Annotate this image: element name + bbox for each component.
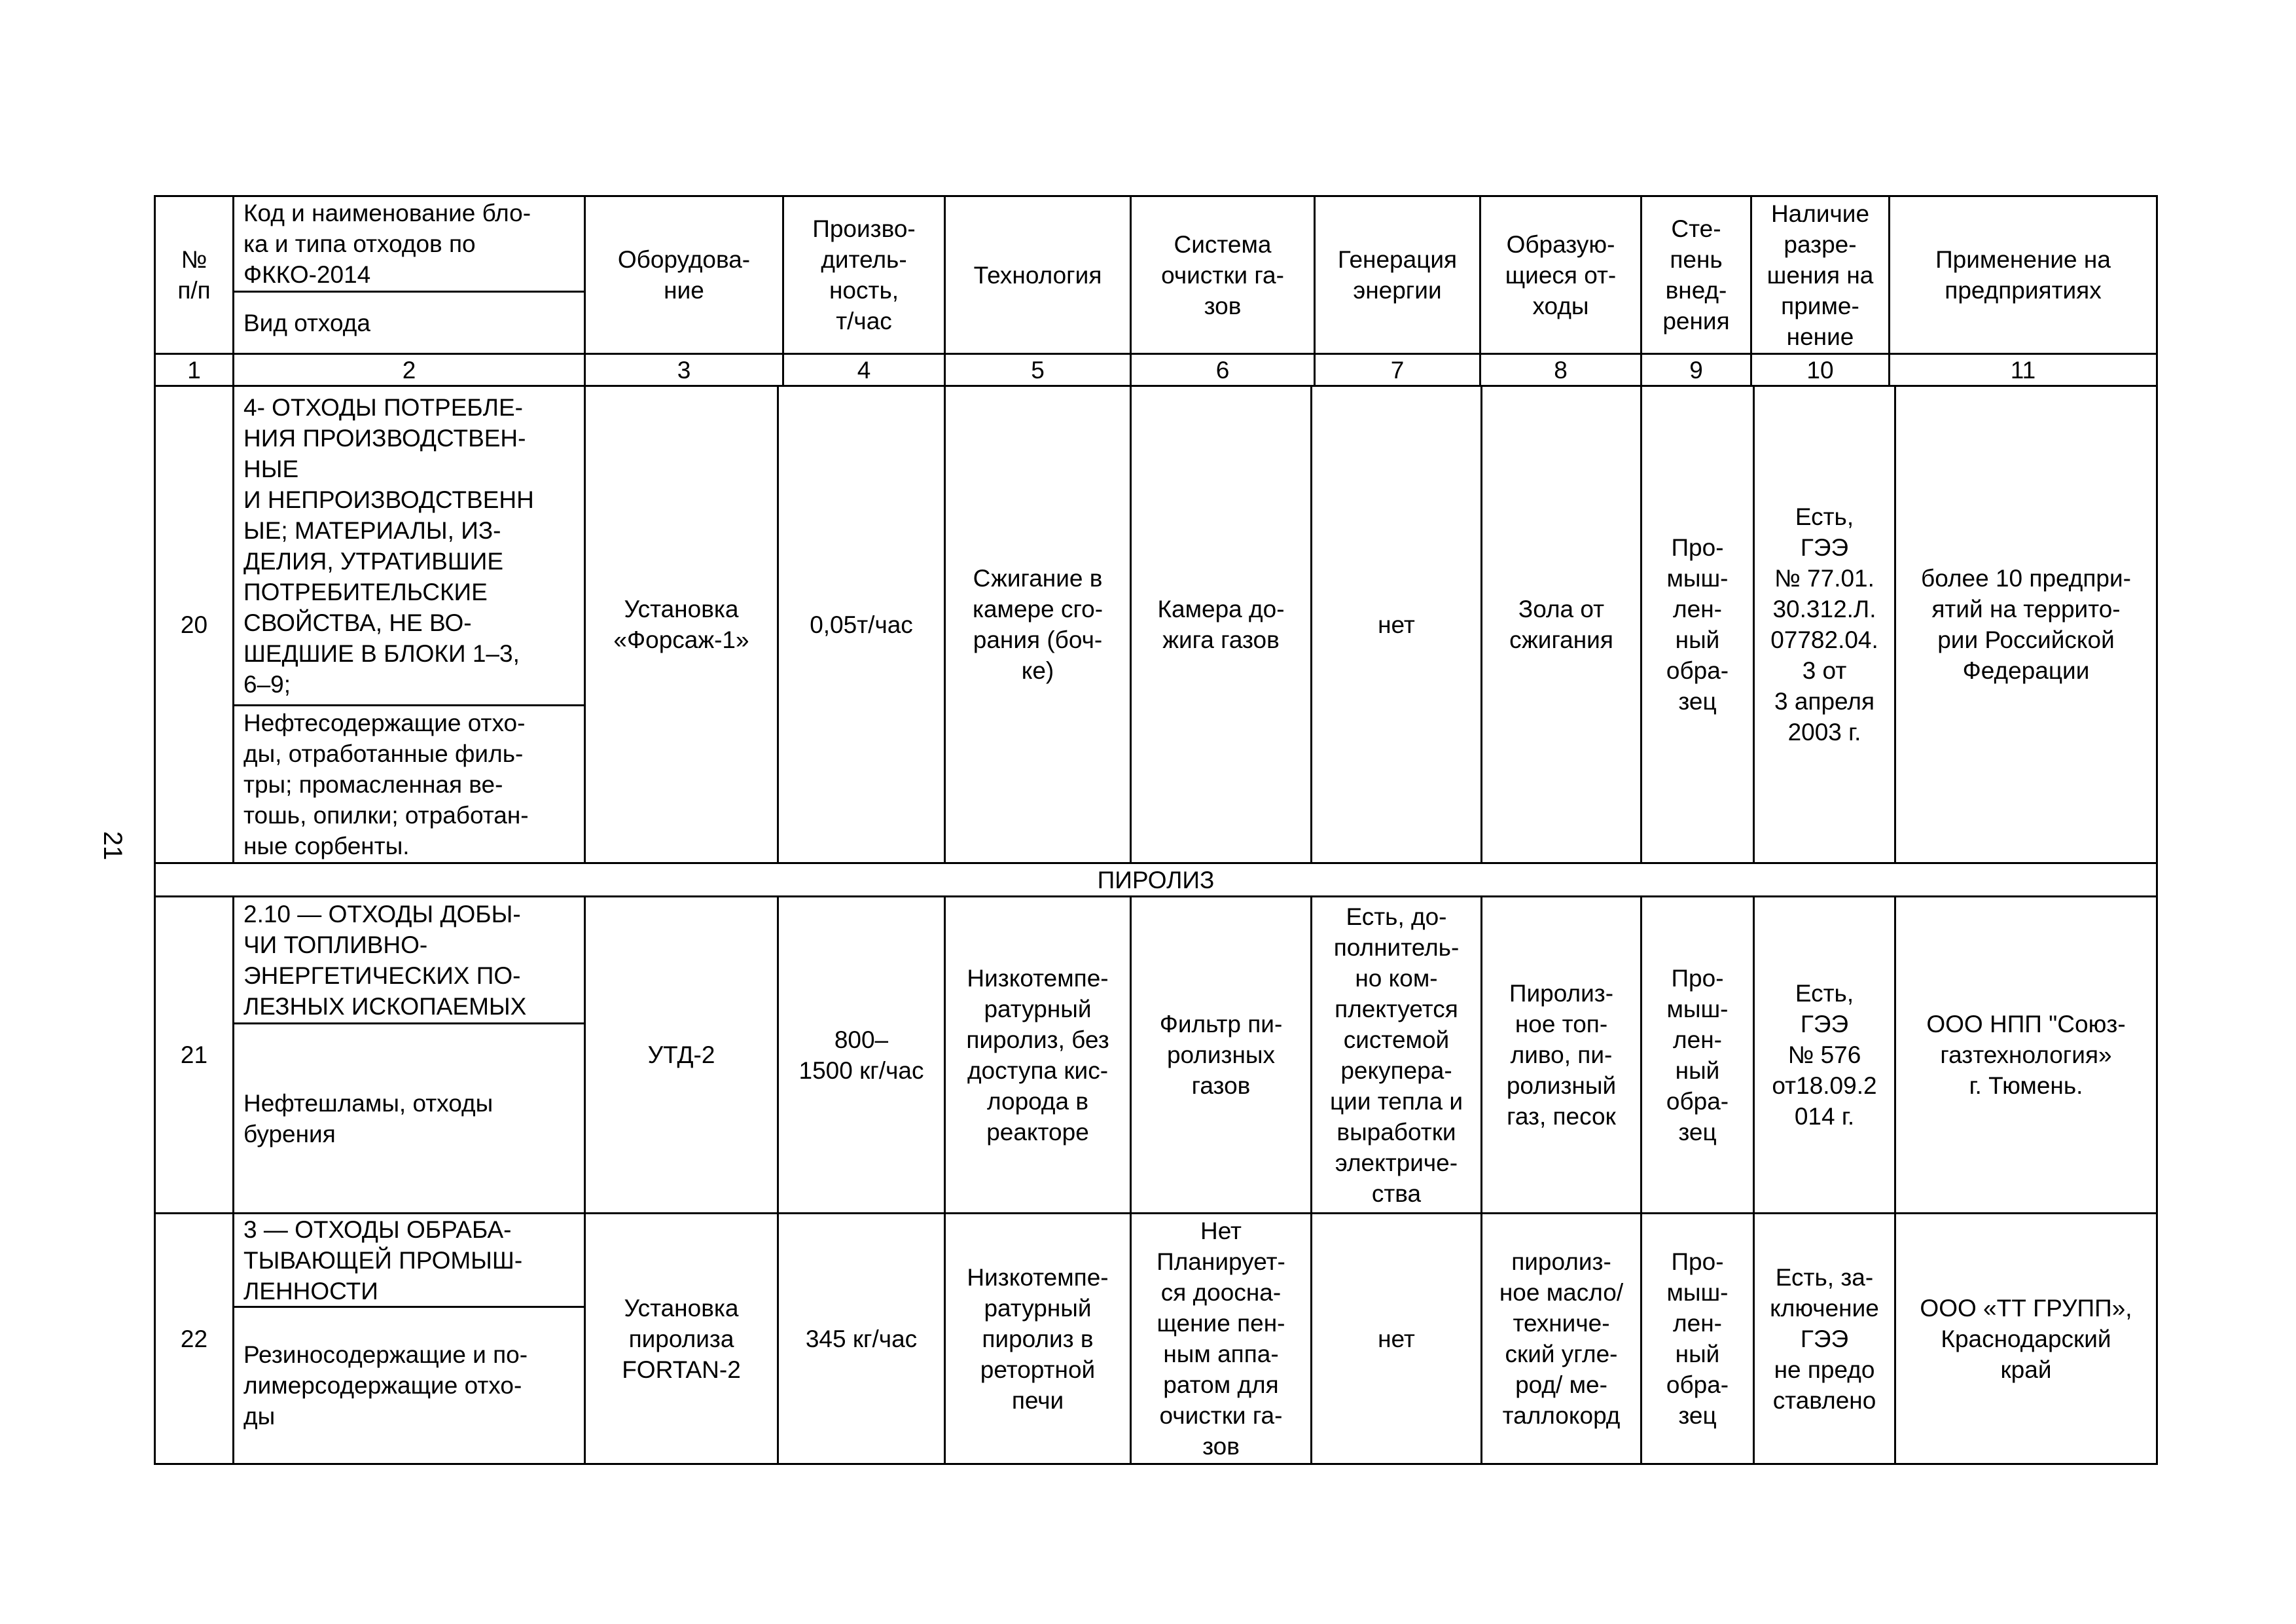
row22-waste-formed: пиролиз- ное масло/ техниче- ский угле- род/ ме- таллокорд <box>1499 1248 1624 1429</box>
row22-permit: Есть, за- ключение ГЭЭ не предо ставлено <box>1770 1263 1879 1414</box>
row20-permit: Есть, ГЭЭ № 77.01. 30.312.Л. 07782.04. 3 от 3 апреля 2003 г. <box>1770 503 1878 746</box>
colnum-11: 11 <box>2010 356 2036 384</box>
row22-capacity: 345 кг/час <box>805 1325 918 1352</box>
row21-application: ООО НПП "Союз- газтехнология» г. Тюмень. <box>1926 1011 2126 1099</box>
row21-energy: Есть, до- полнитель- но ком- плектуется системой рекупера- ции тепла и выработки электриче- ства <box>1329 903 1463 1207</box>
row21-waste-type: Нефтешламы, отходы бурения <box>243 1089 493 1147</box>
header-energy: Генерация энергии <box>1337 246 1458 304</box>
row20-technology: Сжигание в камере сго- рания (боч- ке) <box>972 565 1103 684</box>
row20-application: более 10 предпри- ятий на террито- рии Российской Федерации <box>1921 565 2131 684</box>
row22-gas-cleaning: Нет Планирует- ся доосна- щение пен- ным аппа- ратом для очистки га- зов <box>1157 1218 1285 1460</box>
header-waste-formed: Образую- щиеся от- ходы <box>1505 230 1617 319</box>
colnum-8: 8 <box>1554 356 1568 384</box>
table-border-bottom <box>154 1463 2158 1465</box>
row20-energy: нет <box>1378 611 1415 638</box>
row20-degree: Про- мыш- лен- ный обра- зец <box>1666 534 1729 715</box>
header-equipment: Оборудова- ние <box>617 246 751 304</box>
header-number: № п/п <box>177 246 211 304</box>
row22-waste-type: Резиносодержащие и по- лимерсодержащие отхо- ды <box>243 1341 528 1430</box>
row22-application: ООО «ТТ ГРУПП», Краснодарский край <box>1920 1294 2132 1383</box>
row21-technology: Низкотемпе- ратурный пиролиз, без доступа кис- лорода в реакторе <box>966 964 1109 1146</box>
colnum-7: 7 <box>1390 356 1405 384</box>
header-application: Применение на предприятиях <box>1935 246 2111 304</box>
row21-number: 21 <box>180 1041 208 1068</box>
colnum-3: 3 <box>677 356 691 384</box>
row22-number: 22 <box>180 1325 208 1352</box>
header-fkko-code: Код и наименование бло- ка и типа отходов по ФККО-2014 <box>243 200 531 288</box>
row22-fkko-block: 3 — ОТХОДЫ ОБРАБА- ТЫВАЮЩЕЙ ПРОМЫШ- ЛЕННОСТИ <box>243 1216 523 1305</box>
header-gas-cleaning: Система очистки га- зов <box>1161 230 1284 319</box>
header-waste-type: Вид отхода <box>243 309 370 336</box>
row21-permit: Есть, ГЭЭ № 576 от18.09.2 014 г. <box>1772 980 1877 1130</box>
row20-waste-formed: Зола от сжигания <box>1509 596 1613 653</box>
colnum-6: 6 <box>1215 356 1230 384</box>
colnum-10: 10 <box>1806 356 1834 384</box>
row21-waste-formed: Пиролиз- ное топ- ливо, пи- ролизный газ, песок <box>1506 980 1617 1130</box>
header-capacity: Произво- дитель- ность, т/час <box>812 215 916 334</box>
colnum-1: 1 <box>187 356 201 384</box>
row22-technology: Низкотемпе- ратурный пиролиз в ретортной печи <box>967 1263 1109 1414</box>
header-technology: Технология <box>973 261 1102 289</box>
colnum-2: 2 <box>402 356 416 384</box>
row21-equipment: УТД-2 <box>647 1041 715 1068</box>
colnum-4: 4 <box>857 356 871 384</box>
row21-fkko-block: 2.10 — ОТХОДЫ ДОБЫ- ЧИ ТОПЛИВНО- ЭНЕРГЕТИЧЕСКИХ ПО- ЛЕЗНЫХ ИСКОПАЕМЫХ <box>243 900 527 1020</box>
colnum-9: 9 <box>1689 356 1703 384</box>
row20-capacity: 0,05т/час <box>810 611 913 638</box>
row20-fkko-block: 4- ОТХОДЫ ПОТРЕБЛЕ- НИЯ ПРОИЗВОДСТВЕН- НЫЕ И НЕПРОИЗВОДСТВЕНН ЫЕ; МАТЕРИАЛЫ, ИЗ- ДЕЛИЯ, УТРАТИВШИЕ ПОТРЕБИТЕЛЬСКИЕ СВОЙСТВА, НЕ ВО- ШЕДШИЕ В БЛОКИ 1–3, 6–9; <box>243 393 534 698</box>
row22-equipment: Установка пиролиза FORTAN-2 <box>622 1294 741 1383</box>
waste-technology-table <box>154 195 2158 1465</box>
row22-degree: Про- мыш- лен- ный обра- зец <box>1666 1248 1729 1429</box>
row21-gas-cleaning: Фильтр пи- ролизных газов <box>1159 1011 1283 1099</box>
table-border-right <box>2156 195 2158 1465</box>
header-degree: Сте- пень внед- рения <box>1662 215 1730 334</box>
header-permit: Наличие разре- шения на приме- нение <box>1767 200 1874 350</box>
section-pyrolysis: ПИРОЛИЗ <box>1097 866 1215 893</box>
row20-equipment: Установка «Форсаж-1» <box>613 596 749 653</box>
row20-gas-cleaning: Камера до- жига газов <box>1157 596 1285 653</box>
row20-waste-type: Нефтесодержащие отхо- ды, отработанные филь- тры; промасленная ве- тошь, опилки; отработан- ные сорбенты. <box>243 709 529 859</box>
row21-capacity: 800– 1500 кг/час <box>798 1026 924 1084</box>
row21-degree: Про- мыш- лен- ный обра- зец <box>1666 964 1729 1146</box>
row22-energy: нет <box>1378 1325 1415 1352</box>
colnum-5: 5 <box>1031 356 1045 384</box>
row20-number: 20 <box>180 611 208 638</box>
page-number: 21 <box>98 831 127 861</box>
